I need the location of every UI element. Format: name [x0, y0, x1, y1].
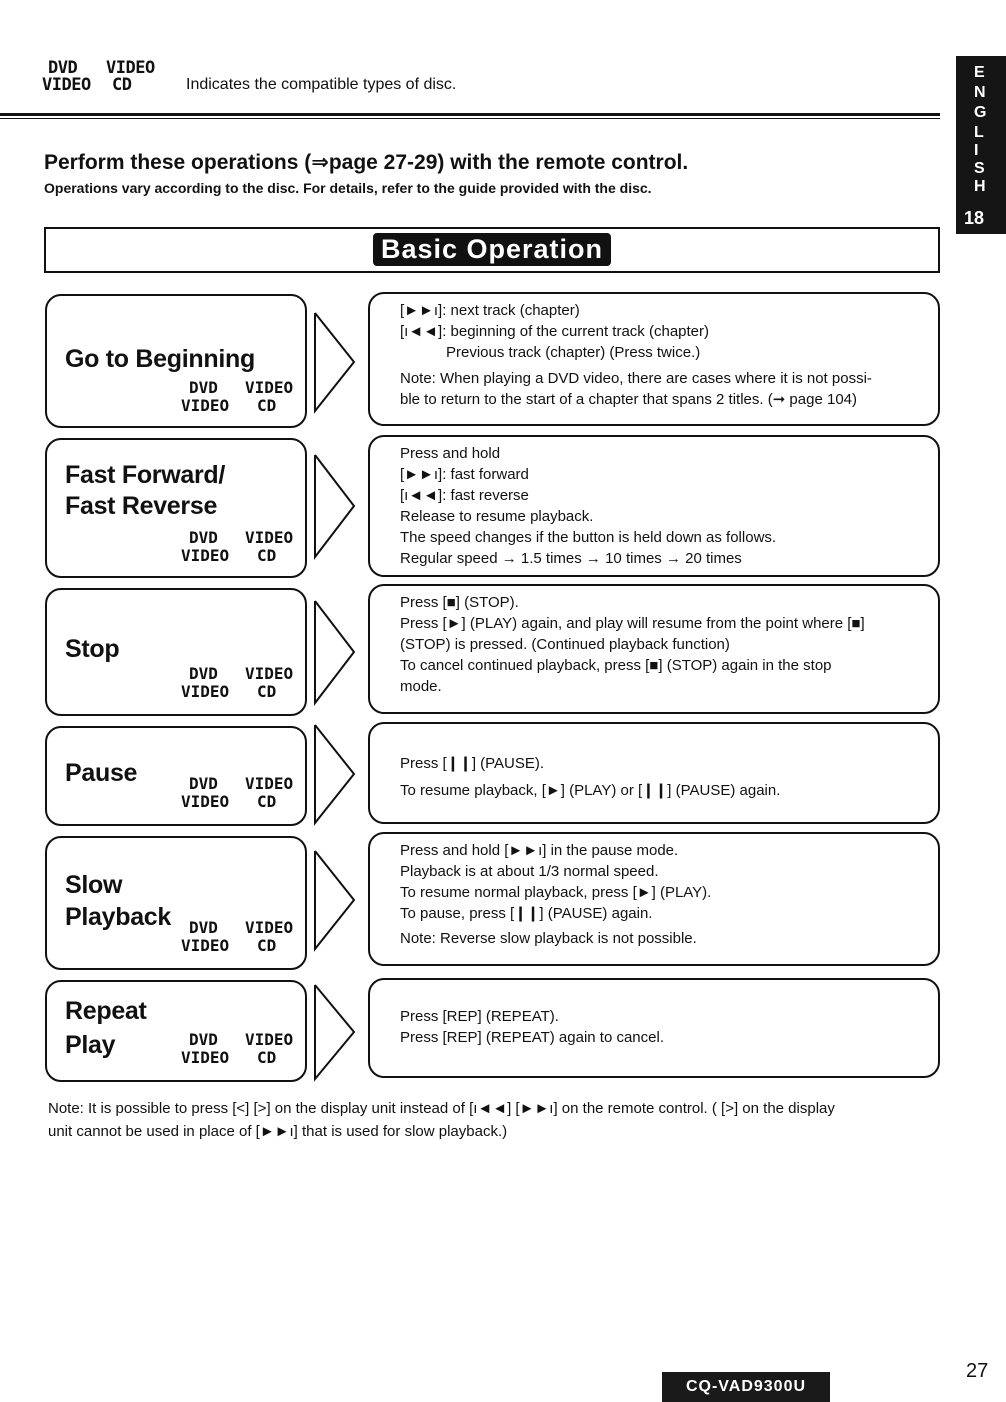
operation-description-box [368, 292, 940, 426]
description-line: Press [■] (STOP). [400, 594, 519, 611]
operation-title: Repeat [65, 997, 147, 1025]
operation-description-box [368, 832, 940, 966]
video-badge: VIDEO [106, 58, 155, 78]
banner-title: Basic Operation [373, 233, 611, 266]
operation-title: Slow [65, 871, 123, 899]
sidebar-letter: H [974, 178, 986, 195]
description-line: [►►ı]: fast forward [400, 466, 529, 483]
operation-description-box [368, 584, 940, 714]
arrow-right-icon [312, 982, 358, 1082]
operation-title: Fast Forward/ [65, 461, 226, 489]
description-line: Regular speed → 1.5 times → 10 times → 20 times [400, 550, 742, 567]
description-line: [ı◄◄]: fast reverse [400, 487, 529, 504]
section-banner [44, 227, 940, 273]
cd-badge: CD [257, 1048, 277, 1067]
description-line: To resume normal playback, press [►] (PLAY). [400, 884, 712, 901]
sidebar-letter: L [974, 124, 984, 141]
description-line: To pause, press [❙❙] (PAUSE) again. [400, 905, 653, 922]
sidebar-letter: G [974, 104, 987, 121]
cd-badge: CD [257, 546, 277, 565]
operation-label-box [45, 588, 307, 716]
description-line: Press [►] (PLAY) again, and play will resume from the point where [■] [400, 615, 865, 632]
disc-compat-icons [181, 664, 294, 702]
operation-label-box [45, 980, 307, 1082]
disc-compat-icons [181, 378, 294, 416]
page-heading: Perform these operations (⇒page 27-29) with the remote control. [44, 151, 689, 174]
video-badge: VIDEO [181, 792, 230, 811]
video-badge: VIDEO [245, 378, 294, 397]
footnote [48, 1097, 948, 1143]
description-note: Note: Reverse slow playback is not possible. [400, 930, 697, 947]
description-line: To cancel continued playback, press [■] (STOP) again in the stop [400, 657, 832, 674]
model-label: CQ-VAD9300U [662, 1372, 830, 1402]
cd-badge: CD [257, 936, 277, 955]
disc-compat-icons [181, 528, 294, 566]
description-line: Press [❙❙] (PAUSE). [400, 755, 545, 772]
compat-legend-text: Indicates the compatible types of disc. [186, 76, 457, 93]
description-line: [ı◄◄]: beginning of the current track (chapter) [400, 323, 710, 340]
description-note: ble to return to the start of a chapter that spans 2 titles. (➞ page 104) [400, 391, 857, 408]
disc-compat-icons [181, 1030, 294, 1068]
top-rule [0, 113, 940, 116]
description-line: Release to resume playback. [400, 508, 594, 525]
operation-title: Play [65, 1031, 116, 1059]
sidebar-letter: N [974, 84, 986, 101]
dvd-badge: DVD [189, 664, 218, 683]
operation-description-box [368, 978, 940, 1078]
cd-badge: CD [257, 682, 277, 701]
video-badge: VIDEO [245, 918, 294, 937]
cd-badge: CD [257, 396, 277, 415]
arrow-right-icon [312, 848, 358, 952]
dvd-badge: DVD [189, 918, 218, 937]
dvd-badge: DVD [48, 58, 78, 78]
dvd-badge: DVD [189, 1030, 218, 1049]
dvd-badge: DVD [189, 528, 218, 547]
disc-compat-icons [181, 774, 294, 812]
operation-title: Pause [65, 759, 138, 787]
description-line: mode. [400, 678, 442, 695]
dvd-badge: DVD [189, 378, 218, 397]
sidebar-number: 18 [964, 208, 985, 228]
sidebar-letter: S [974, 160, 985, 177]
description-line: To resume playback, [►] (PLAY) or [❙❙] (PAUSE) again. [400, 782, 781, 799]
operation-label-box [45, 726, 307, 826]
arrow-right-icon [312, 598, 358, 706]
disc-compat-icons [181, 918, 294, 956]
description-line: Press [REP] (REPEAT) again to cancel. [400, 1029, 664, 1046]
video-badge: VIDEO [42, 75, 91, 95]
footnote-line: Note: It is possible to press [<] [>] on the display unit instead of [ı◄◄] [►►ı] on the remote control. ( [>] on the display [48, 1100, 835, 1117]
sidebar-letter: I [974, 142, 979, 159]
description-line: [►►ı]: next track (chapter) [400, 302, 580, 319]
sidebar-letter: E [974, 64, 985, 81]
cd-badge: CD [257, 792, 277, 811]
operation-label-box [45, 438, 307, 578]
description-line: Press and hold [►►ı] in the pause mode. [400, 842, 679, 859]
video-badge: VIDEO [245, 528, 294, 547]
language-sidebar [956, 56, 1006, 234]
arrow-right-icon [312, 722, 358, 826]
video-badge: VIDEO [181, 682, 230, 701]
page-number: 27 [966, 1360, 989, 1382]
operation-title: Go to Beginning [65, 345, 255, 373]
operation-title: Fast Reverse [65, 492, 218, 520]
cd-badge: CD [112, 75, 132, 95]
page-subheading: Operations vary according to the disc. For details, refer to the guide provided with the disc. [44, 180, 652, 196]
operation-description-box [368, 722, 940, 824]
operation-description-box [368, 435, 940, 577]
description-line: Press and hold [400, 445, 501, 462]
description-line: Press [REP] (REPEAT). [400, 1008, 559, 1025]
video-badge: VIDEO [181, 546, 230, 565]
description-line: (STOP) is pressed. (Continued playback function) [400, 636, 730, 653]
description-line: Playback is at about 1/3 normal speed. [400, 863, 659, 880]
video-badge: VIDEO [181, 1048, 230, 1067]
video-badge: VIDEO [245, 774, 294, 793]
video-badge: VIDEO [181, 396, 230, 415]
arrow-right-icon [312, 310, 358, 414]
operation-title: Playback [65, 903, 172, 931]
top-rule-thin [0, 118, 940, 119]
video-badge: VIDEO [245, 1030, 294, 1049]
arrow-right-icon [312, 452, 358, 560]
video-badge: VIDEO [245, 664, 294, 683]
operation-label-box [45, 836, 307, 970]
description-line: The speed changes if the button is held down as follows. [400, 529, 777, 546]
dvd-badge: DVD [189, 774, 218, 793]
operation-title: Stop [65, 635, 120, 663]
description-line: Previous track (chapter) (Press twice.) [446, 344, 701, 361]
video-badge: VIDEO [181, 936, 230, 955]
description-note: Note: When playing a DVD video, there are cases where it is not possi- [400, 370, 872, 387]
operation-label-box [45, 294, 307, 428]
footnote-line: unit cannot be used in place of [►►ı] that is used for slow playback.) [48, 1123, 508, 1140]
